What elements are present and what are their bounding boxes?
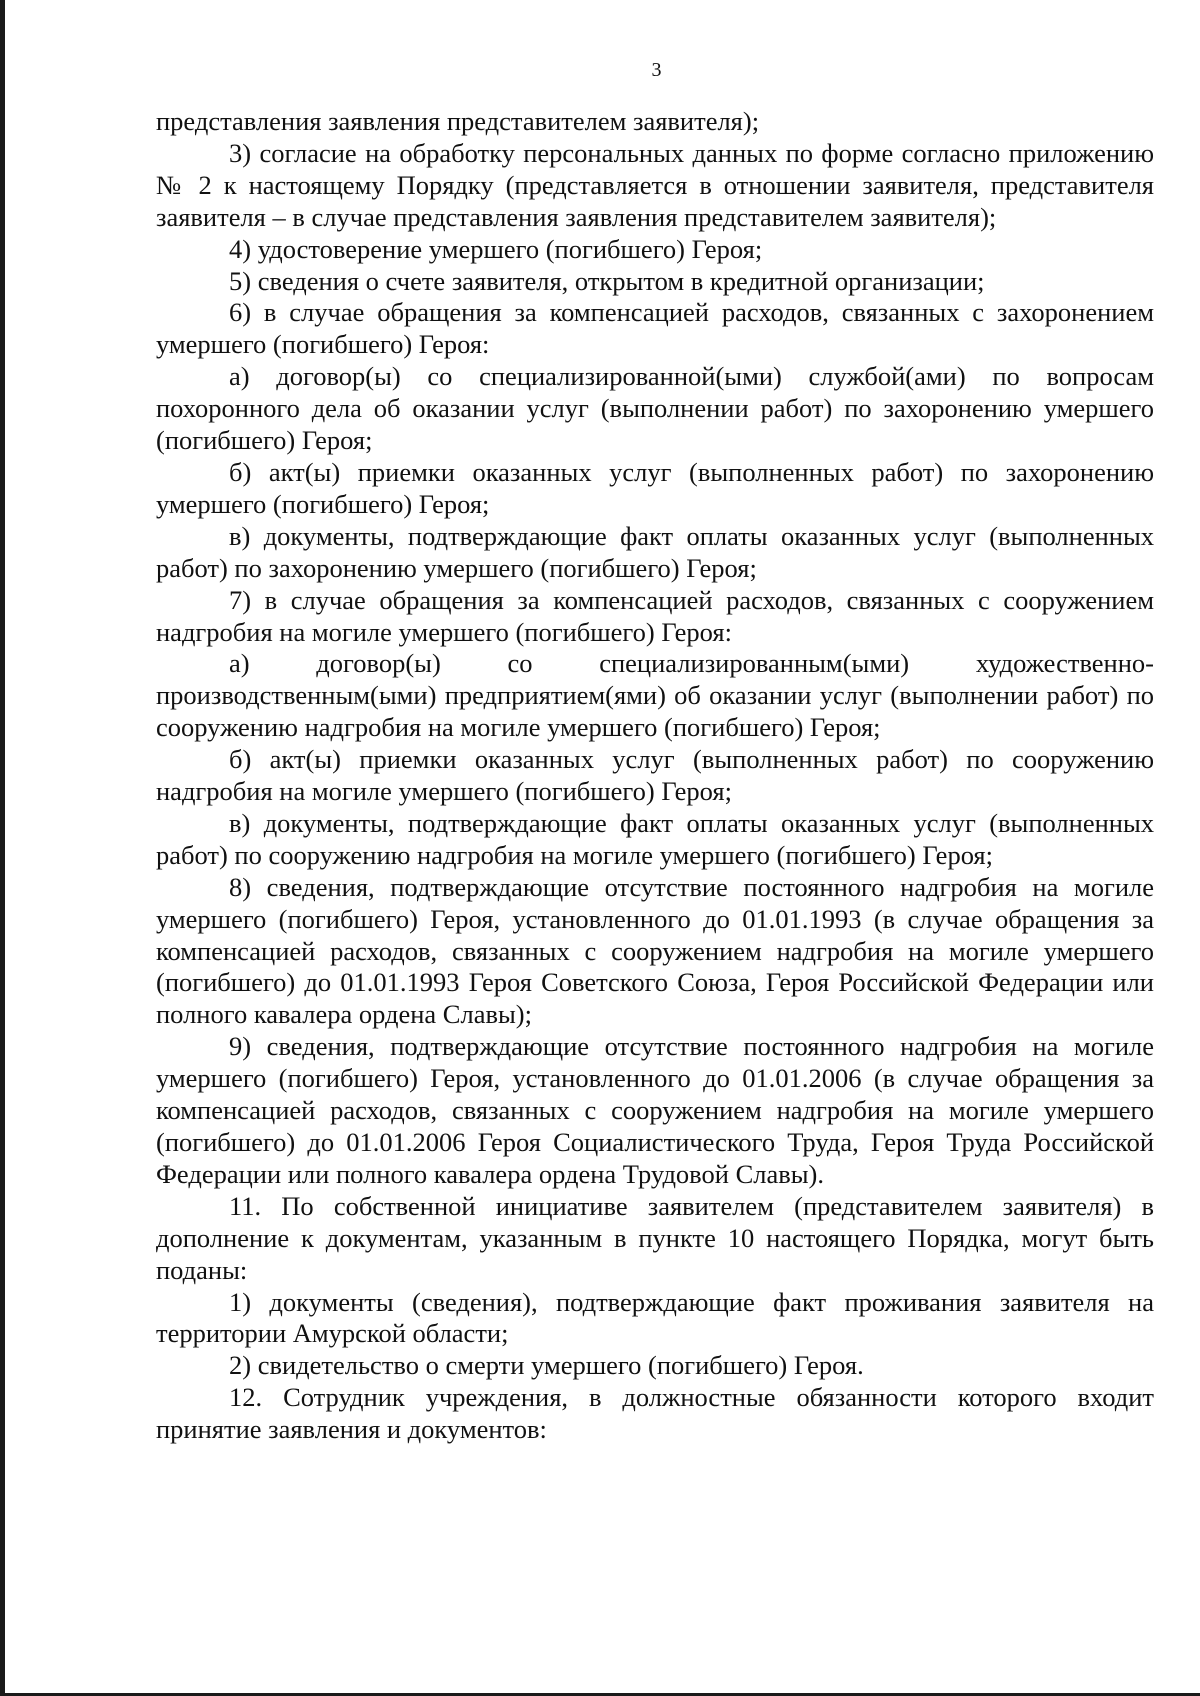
item-5-bank-account: 5) сведения о счете заявителя, открытом в кредитной организации; — [229, 265, 985, 296]
item-7c-payment-documents: в) документы, подтверждающие факт оплаты оказанных услуг (выполненных работ) по сооружению надгробия на могиле умершего (погибшего) Героя; — [156, 807, 1154, 870]
item-7a-contracts: а) договор(ы) со специализированным(ыми) художественно-производственным(ыми) предприятием(ями) об оказании услуг (выполнении работ) по сооружению надгробия на могиле умершего (погибшего) Героя; — [156, 648, 1154, 743]
clause-11-own-initiative: 11. По собственной инициативе заявителем (представителем заявителя) в дополнение к документам, указанным в пункте 10 настоящего Порядка, могут быть поданы: — [156, 1190, 1154, 1285]
item-6a-contracts: а) договор(ы) со специализированной(ыми) службой(ами) по вопросам похоронного дела об оказании услуг (выполнении работ) по захоронению умершего (погибшего) Героя; — [156, 361, 1154, 456]
item-7-tombstone-expenses: 7) в случае обращения за компенсацией расходов, связанных с сооружением надгробия на могиле умершего (погибшего) Героя: — [156, 584, 1154, 647]
page-number: 3 — [651, 59, 662, 81]
item-8-no-tombstone-1993: 8) сведения, подтверждающие отсутствие постоянного надгробия на могиле умершего (погибшего) Героя, установленного до 01.01.1993 (в случае обращения за компенсацией расходов, связанных с сооружением надгробия на могиле умершего (погибшего) до 01.01.1993 Героя Советского Союза, Героя Российской Федерации или полного кавалера ордена Славы); — [156, 871, 1154, 1030]
paragraph-continuation: представления заявления представителем заявителя); — [156, 106, 760, 136]
item-9-no-tombstone-2006: 9) сведения, подтверждающие отсутствие постоянного надгробия на могиле умершего (погибшего) Героя, установленного до 01.01.2006 (в случае обращения за компенсацией расходов, связанных с сооружением надгробия на могиле умершего (погибшего) до 01.01.2006 Героя Социалистического Труда, Героя Труда Российской Федерации или полного кавалера ордена Трудовой Славы). — [156, 1031, 1154, 1189]
scan-edge-left — [0, 0, 5, 1696]
item-4-certificate: 4) удостоверение умершего (погибшего) Героя; — [229, 233, 763, 264]
clause-11-item-2-death-certificate: 2) свидетельство о смерти умершего (погибшего) Героя. — [229, 1350, 864, 1381]
item-6-burial-expenses: 6) в случае обращения за компенсацией расходов, связанных с захоронением умершего (погибшего) Героя: — [156, 297, 1154, 360]
page-body — [156, 106, 1154, 1446]
item-6c-payment-documents: в) документы, подтверждающие факт оплаты оказанных услуг (выполненных работ) по захоронению умершего (погибшего) Героя; — [156, 520, 1154, 583]
item-7b-acceptance-acts: б) акт(ы) приемки оказанных услуг (выполненных работ) по сооружению надгробия на могиле умершего (погибшего) Героя; — [156, 744, 1154, 807]
item-6b-acceptance-acts: б) акт(ы) приемки оказанных услуг (выполненных работ) по захоронению умершего (погибшего) Героя; — [156, 456, 1154, 519]
item-3-consent: 3) согласие на обработку персональных данных по форме согласно приложению № 2 к настоящему Порядку (представляется в отношении заявителя, представителя заявителя – в случае представления заявления представителем заявителя); — [156, 137, 1154, 232]
clause-11-item-1-residence: 1) документы (сведения), подтверждающие факт проживания заявителя на территории Амурской области; — [156, 1286, 1154, 1349]
clause-12-employee-duties: 12. Сотрудник учреждения, в должностные обязанности которого входит принятие заявления и документов: — [156, 1382, 1154, 1445]
